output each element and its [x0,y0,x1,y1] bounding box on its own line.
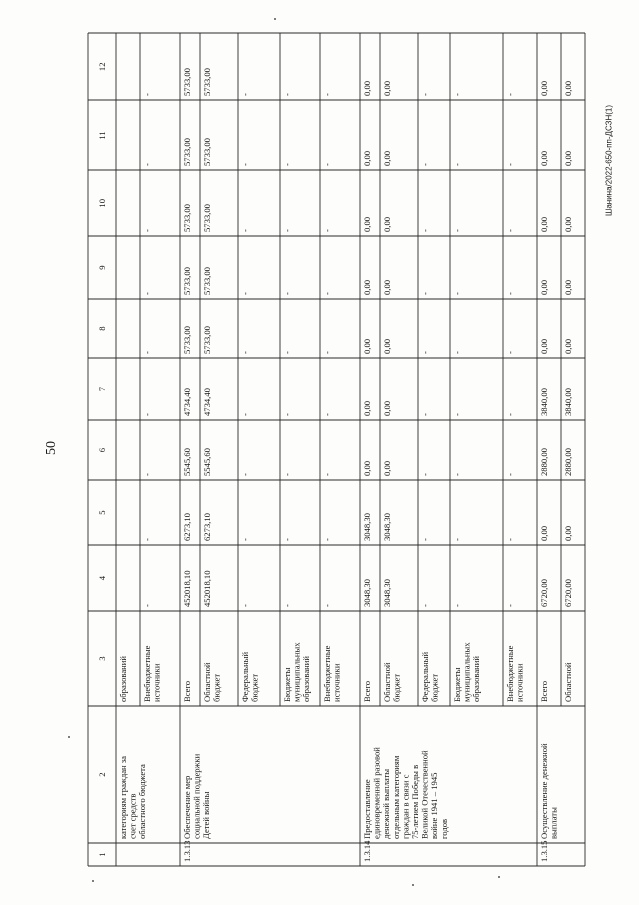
cell-r10-c8: - [452,292,462,295]
cell-r2-c4: 6273,10 [182,513,192,541]
cell-r7-c1: Предоставлениеединовременной разовойденежной выплатыотдельным категориямграждан в связи с75-летием Победы вВеликой Отечественнойвойне 1941 – 1945годов [362,747,449,839]
cell-r10-c7: - [452,351,462,354]
cell-r9-c2: Федеральныйбюджет [420,651,440,702]
scan-speck [498,876,500,878]
cell-r3-c3: 452018,10 [202,570,212,607]
cell-r6-c2: Внебюджетныеисточники [322,645,342,702]
page-number: 50 [44,441,59,455]
cell-r10-c11: - [452,93,462,96]
cell-r12-c5: 2880,00 [539,448,549,476]
cell-r12-c8: 0,00 [539,279,549,295]
cell-r11-c8: - [505,292,515,295]
cell-r6-c8: - [322,292,332,295]
header-cell: 5 [97,510,107,515]
cell-r2-c6: 4734,40 [182,388,192,416]
cell-r1-c7: - [142,351,152,354]
cell-r4-c2: Федеральныйбюджет [240,651,260,702]
cell-r1-c5: - [142,473,152,476]
cell-r9-c9: - [420,229,430,232]
cell-r13-c10: 0,00 [563,150,573,166]
cell-r1-c10: - [142,163,152,166]
scan-speck [274,18,276,20]
cell-r3-c8: 5733,00 [202,267,212,295]
cell-r11-c6: - [505,413,515,416]
cell-r7-c0: 1.3.14 [362,840,372,862]
cell-r7-c3: 3048,30 [362,579,372,607]
cell-r4-c9: - [240,229,250,232]
cell-r5-c4: - [282,538,292,541]
cell-r13-c8: 0,00 [563,279,573,295]
cell-r11-c4: - [505,538,515,541]
cell-r5-c5: - [282,473,292,476]
cell-r10-c10: - [452,163,462,166]
cell-r3-c6: 4734,40 [202,388,212,416]
cell-r5-c8: - [282,292,292,295]
cell-r9-c6: - [420,413,430,416]
cell-r6-c9: - [322,229,332,232]
cell-r11-c7: - [505,351,515,354]
cell-r8-c6: 0,00 [382,400,392,416]
cell-r2-c10: 5733,00 [182,138,192,166]
cell-r9-c4: - [420,538,430,541]
cell-r0-c2: образований [118,656,128,702]
cell-r13-c5: 2880,00 [563,448,573,476]
cell-r4-c3: - [240,604,250,607]
header-cell: 1 [97,852,107,857]
cell-r9-c8: - [420,292,430,295]
cell-r8-c7: 0,00 [382,338,392,354]
header-cell: 11 [97,131,107,140]
cell-r9-c7: - [420,351,430,354]
cell-r4-c5: - [240,473,250,476]
cell-r12-c10: 0,00 [539,150,549,166]
cell-r13-c9: 0,00 [563,216,573,232]
cell-r10-c6: - [452,413,462,416]
cell-r2-c0: 1.3.13 [182,840,192,862]
cell-r1-c4: - [142,538,152,541]
cell-r2-c11: 5733,00 [182,68,192,96]
cell-r6-c7: - [322,351,332,354]
cell-r5-c3: - [282,604,292,607]
cell-r3-c11: 5733,00 [202,68,212,96]
cell-r11-c5: - [505,473,515,476]
cell-r2-c8: 5733,00 [182,267,192,295]
cell-r7-c10: 0,00 [362,150,372,166]
cell-r12-c2: Всего [539,680,549,702]
cell-r5-c10: - [282,163,292,166]
cell-r10-c2: Бюджетымуниципальныхобразований [452,642,482,702]
cell-r11-c10: - [505,163,515,166]
cell-r11-c3: - [505,604,515,607]
header-cell: 12 [97,62,107,72]
header-cell: 4 [97,576,107,581]
cell-r13-c6: 3840,00 [563,388,573,416]
cell-r9-c5: - [420,473,430,476]
scan-speck [412,884,414,886]
cell-r12-c11: 0,00 [539,80,549,96]
cell-r1-c3: - [142,604,152,607]
cell-r5-c9: - [282,229,292,232]
cell-r4-c4: - [240,538,250,541]
cell-r7-c8: 0,00 [362,279,372,295]
header-cell: 7 [97,387,107,392]
cell-r12-c1: Осуществление денежнойвыплаты [539,743,559,839]
cell-r13-c2: Областной [563,662,573,702]
cell-r8-c5: 0,00 [382,460,392,476]
cell-r1-c11: - [142,93,152,96]
header-cell: 10 [97,199,107,208]
cell-r6-c6: - [322,413,332,416]
cell-r3-c9: 5733,00 [202,204,212,232]
header-cell: 8 [97,326,107,331]
cell-r4-c11: - [240,93,250,96]
cell-r10-c5: - [452,473,462,476]
cell-r13-c3: 6720,00 [563,579,573,607]
cell-r12-c4: 0,00 [539,525,549,541]
cell-r8-c11: 0,00 [382,80,392,96]
cell-r2-c2: Всего [182,680,192,702]
cell-r5-c6: - [282,413,292,416]
cell-r6-c5: - [322,473,332,476]
cell-r11-c11: - [505,93,515,96]
cell-r2-c3: 452018,10 [182,570,192,607]
header-cell: 6 [97,448,107,453]
cell-r12-c3: 6720,00 [539,579,549,607]
cell-r4-c6: - [240,413,250,416]
cell-r5-c2: Бюджетымуниципальныхобразований [282,642,312,702]
cell-r7-c5: 0,00 [362,460,372,476]
cell-r10-c3: - [452,604,462,607]
cell-r11-c9: - [505,229,515,232]
cell-r12-c7: 0,00 [539,338,549,354]
cell-r2-c1: Обеспечение мерсоциальной поддержкиДетей войны [182,753,212,839]
cell-r7-c6: 0,00 [362,400,372,416]
cell-r5-c7: - [282,351,292,354]
cell-r3-c5: 5545,60 [202,448,212,476]
cell-r9-c3: - [420,604,430,607]
cell-r2-c7: 5733,00 [182,326,192,354]
cell-r7-c2: Всего [362,680,372,702]
cell-r2-c5: 5545,60 [182,448,192,476]
document-code: Шанина/2022-650-пп-ДСЗН(1) [604,104,614,216]
cell-r1-c6: - [142,413,152,416]
cell-r13-c7: 0,00 [563,338,573,354]
header-cell: 2 [97,772,107,777]
cell-r12-c9: 0,00 [539,216,549,232]
cell-r7-c4: 3048,30 [362,513,372,541]
cell-r6-c10: - [322,163,332,166]
cell-r3-c7: 5733,00 [202,326,212,354]
cell-r8-c2: Областнойбюджет [382,662,402,702]
cell-r6-c11: - [322,93,332,96]
cell-r6-c4: - [322,538,332,541]
cell-r8-c4: 3048,30 [382,513,392,541]
cell-r5-c11: - [282,93,292,96]
header-cell: 9 [97,265,107,270]
cell-r0-c1: категориям граждан засчет средствобластного бюджета [118,756,148,839]
cell-r6-c3: - [322,604,332,607]
cell-r8-c3: 3048,30 [382,579,392,607]
cell-r7-c7: 0,00 [362,338,372,354]
cell-r10-c4: - [452,538,462,541]
cell-r13-c4: 0,00 [563,525,573,541]
cell-r1-c2: Внебюджетныеисточники [142,645,162,702]
cell-r1-c9: - [142,229,152,232]
cell-r10-c9: - [452,229,462,232]
cell-r2-c9: 5733,00 [182,204,192,232]
cell-r12-c6: 3840,00 [539,388,549,416]
cell-r7-c11: 0,00 [362,80,372,96]
cell-r4-c7: - [240,351,250,354]
scan-speck [68,736,70,738]
cell-r12-c0: 1.3.15 [539,840,549,862]
cell-r3-c4: 6273,10 [202,513,212,541]
cell-r11-c2: Внебюджетныеисточники [505,645,525,702]
cell-r9-c11: - [420,93,430,96]
cell-r3-c10: 5733,00 [202,138,212,166]
cell-r8-c10: 0,00 [382,150,392,166]
header-cell: 3 [97,656,107,661]
cell-r13-c11: 0,00 [563,80,573,96]
cell-r1-c8: - [142,292,152,295]
cell-r4-c10: - [240,163,250,166]
scan-speck [92,880,94,882]
cell-r9-c10: - [420,163,430,166]
cell-r4-c8: - [240,292,250,295]
cell-r8-c8: 0,00 [382,279,392,295]
cell-r8-c9: 0,00 [382,216,392,232]
cell-r3-c2: Областнойбюджет [202,662,222,702]
cell-r7-c9: 0,00 [362,216,372,232]
